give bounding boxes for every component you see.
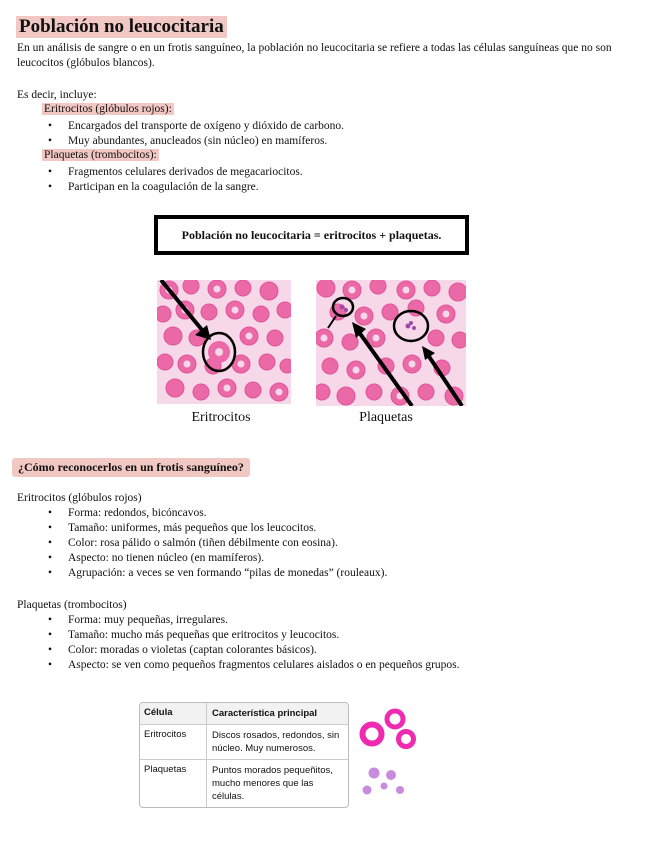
group-erythrocytes-name: Eritrocitos (glóbulos rojos): xyxy=(44,103,172,115)
list-item: • Aspecto: se ven como pequeños fragmentos celulares aislados o en pequeños grupos. xyxy=(44,658,460,673)
platelet-illustration xyxy=(358,764,408,800)
table-cell: Discos rosados, redondos, sin núcleo. Muy numerosos. xyxy=(212,730,340,754)
group-erythrocytes-list xyxy=(44,119,344,149)
list-item: • Tamaño: uniformes, más pequeños que los leucocitos. xyxy=(44,521,387,536)
table-row xyxy=(140,759,348,807)
section-recognition-title: ¿Cómo reconocerlos en un frotis sanguíneo? xyxy=(12,458,250,477)
erythrocyte-caption: Eritrocitos xyxy=(191,410,251,425)
group-platelets-name: Plaquetas (trombocitos): xyxy=(44,149,157,161)
list-item: • Encargados del transporte de oxígeno y dióxido de carbono. xyxy=(44,119,344,134)
list-item: • Tamaño: mucho más pequeñas que eritrocitos y leucocitos. xyxy=(44,628,460,643)
group-platelets-heading xyxy=(42,149,159,161)
list-item: • Muy abundantes, anucleados (sin núcleo) en mamíferos. xyxy=(44,134,344,149)
list-item: • Fragmentos celulares derivados de megacariocitos. xyxy=(44,165,303,180)
list-item: • Aspecto: no tienen núcleo (en mamíferos). xyxy=(44,551,387,566)
table-header-cell: Característica principal xyxy=(212,708,318,719)
table-header-cell: Célula xyxy=(140,703,207,724)
summary-table xyxy=(139,702,349,808)
platelet-dot-icon xyxy=(386,770,396,780)
recognition-platelets-list xyxy=(44,613,460,673)
intro-paragraph: En un análisis de sangre o en un frotis sanguíneo, la población no leucocitaria se refiere a todas las células sanguíneas que no son leucocitos (glóbulos blancos). xyxy=(17,42,612,69)
platelet-dot-icon xyxy=(381,783,388,790)
platelet-smear-image xyxy=(316,280,466,406)
list-item: • Forma: muy pequeñas, irregulares. xyxy=(44,613,460,628)
erythrocyte-ring-icon xyxy=(363,725,382,744)
recognition-erythrocytes-heading: Eritrocitos (glóbulos rojos) xyxy=(17,492,142,504)
table-cell: Puntos morados pequeñitos, mucho menores que las células. xyxy=(212,765,333,802)
platelet-dot-icon xyxy=(396,786,404,794)
formula-box xyxy=(154,215,469,255)
includes-label: Es decir, incluye: xyxy=(17,89,97,101)
group-erythrocytes-heading xyxy=(42,103,174,115)
list-item: • Color: moradas o violetas (captan colorantes básicos). xyxy=(44,643,460,658)
erythrocyte-illustration xyxy=(358,708,422,754)
table-cell: Plaquetas xyxy=(140,760,207,807)
table-cell: Eritrocitos xyxy=(140,725,207,759)
platelet-dot-icon xyxy=(363,786,372,795)
erythrocyte-smear-image xyxy=(157,280,291,404)
platelet-caption: Plaquetas xyxy=(359,410,413,425)
table-row xyxy=(140,724,348,759)
recognition-erythrocytes-list xyxy=(44,506,387,581)
table-header-row xyxy=(140,703,348,724)
platelet-dot-icon xyxy=(369,768,380,779)
list-item: • Agrupación: a veces se ven formando “pilas de monedas” (rouleaux). xyxy=(44,566,387,581)
list-item: • Participan en la coagulación de la sangre. xyxy=(44,180,303,195)
list-item: • Forma: redondos, bicóncavos. xyxy=(44,506,387,521)
group-platelets-list xyxy=(44,165,303,195)
recognition-platelets-heading: Plaquetas (trombocitos) xyxy=(17,599,127,611)
erythrocyte-ring-icon xyxy=(399,732,414,747)
page-title: Población no leucocitaria xyxy=(16,16,227,38)
list-item: • Color: rosa pálido o salmón (tiñen débilmente con eosina). xyxy=(44,536,387,551)
erythrocyte-ring-icon xyxy=(387,711,403,727)
formula-text: Población no leucocitaria = eritrocitos + plaquetas. xyxy=(181,227,442,242)
